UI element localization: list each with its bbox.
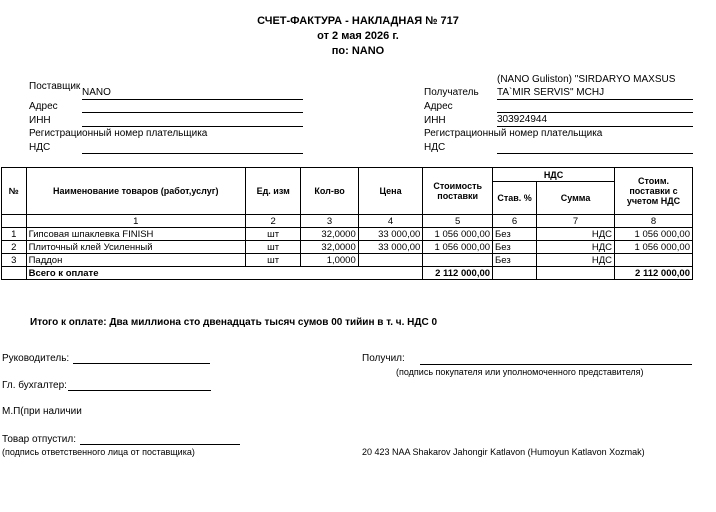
col-number: 8 bbox=[615, 215, 693, 228]
row-rate: Без bbox=[493, 254, 537, 267]
col-number bbox=[2, 215, 27, 228]
col-header-unit: Ед. изм bbox=[245, 168, 300, 215]
head-signature-line bbox=[73, 363, 210, 364]
total-rate-blank bbox=[493, 267, 537, 280]
col-header-cost: Стоимость поставки bbox=[423, 168, 493, 215]
supplier-name-line bbox=[82, 99, 303, 100]
total-with-nds: 2 112 000,00 bbox=[615, 267, 693, 280]
row-sum: НДС bbox=[537, 254, 615, 267]
total-in-words: Итого к оплате: Два миллиона сто двенадцать тысяч сумов 00 тийин в т. ч. НДС 0 bbox=[30, 317, 438, 328]
recipient-name-line2: TA`MIR SERVIS" MCHJ bbox=[497, 87, 605, 98]
released-label: Товар отпустил: bbox=[2, 434, 76, 445]
col-number: 1 bbox=[26, 215, 245, 228]
row-unit: шт bbox=[245, 241, 300, 254]
stamp-label: М.П(при наличии bbox=[2, 406, 82, 417]
recipient-label: Получатель bbox=[424, 87, 479, 98]
col-header-qty: Кол-во bbox=[301, 168, 358, 215]
supplier-address-line bbox=[82, 112, 303, 113]
row-name: Плиточный клей Усиленный bbox=[26, 241, 245, 254]
supplier-name: NANO bbox=[82, 87, 111, 98]
recipient-inn-label: ИНН bbox=[424, 115, 446, 126]
row-price bbox=[358, 254, 423, 267]
recipient-nds-line bbox=[497, 153, 693, 154]
total-row-blank bbox=[2, 267, 27, 280]
col-header-rate: Став. % bbox=[493, 182, 537, 215]
invoice-table bbox=[1, 167, 693, 280]
recipient-address-label: Адрес bbox=[424, 101, 453, 112]
col-number: 5 bbox=[423, 215, 493, 228]
row-cost: 1 056 000,00 bbox=[423, 241, 493, 254]
supplier-reg-label: Регистрационный номер плательщика bbox=[29, 128, 208, 139]
col-header-total: Стоим. поставки с учетом НДС bbox=[615, 168, 693, 215]
recipient-reg-label: Регистрационный номер плательщика bbox=[424, 128, 603, 139]
row-qty: 32,0000 bbox=[301, 241, 358, 254]
total-cost: 2 112 000,00 bbox=[423, 267, 493, 280]
accountant-signature-line bbox=[68, 390, 211, 391]
row-num: 2 bbox=[2, 241, 27, 254]
row-num: 3 bbox=[2, 254, 27, 267]
recipient-inn-line bbox=[497, 126, 693, 127]
row-sum: НДС bbox=[537, 241, 615, 254]
recipient-name-line1: (NANO Guliston) "SIRDARYO MAXSUS bbox=[497, 74, 676, 85]
row-price: 33 000,00 bbox=[358, 228, 423, 241]
col-number: 7 bbox=[537, 215, 615, 228]
row-total: 1 056 000,00 bbox=[615, 228, 693, 241]
total-row bbox=[2, 267, 693, 280]
supplier-address-label: Адрес bbox=[29, 101, 58, 112]
table-row bbox=[2, 241, 693, 254]
supplier-nds-label: НДС bbox=[29, 142, 51, 153]
row-name: Паддон bbox=[26, 254, 245, 267]
row-rate: Без bbox=[493, 241, 537, 254]
recipient-address-line bbox=[497, 112, 693, 113]
row-qty: 32,0000 bbox=[301, 228, 358, 241]
head-label: Руководитель: bbox=[2, 353, 70, 364]
col-header-sum: Сумма bbox=[537, 182, 615, 215]
table-row bbox=[2, 254, 693, 267]
row-cost: 1 056 000,00 bbox=[423, 228, 493, 241]
document-contract: по: NANO bbox=[331, 45, 385, 57]
column-number-row bbox=[2, 215, 693, 228]
released-signature-line bbox=[80, 444, 240, 445]
col-number: 4 bbox=[358, 215, 423, 228]
row-unit: шт bbox=[245, 228, 300, 241]
row-cost bbox=[423, 254, 493, 267]
supplier-nds-line bbox=[82, 153, 303, 154]
col-number: 6 bbox=[493, 215, 537, 228]
received-signature-line bbox=[420, 364, 692, 365]
total-sum-blank bbox=[537, 267, 615, 280]
row-total: 1 056 000,00 bbox=[615, 241, 693, 254]
accountant-label: Гл. бухгалтер: bbox=[2, 380, 67, 391]
document-date: от 2 мая 2026 г. bbox=[317, 30, 399, 42]
recipient-inn: 303924944 bbox=[497, 114, 548, 125]
row-sum: НДС bbox=[537, 228, 615, 241]
supplier-label: Поставщик bbox=[29, 81, 81, 92]
col-header-name: Наименование товаров (работ,услуг) bbox=[26, 168, 245, 215]
recipient-name-line bbox=[497, 99, 693, 100]
released-caption: (подпись ответственного лица от поставщика) bbox=[2, 447, 195, 457]
row-name: Гипсовая шпаклевка FINISH bbox=[26, 228, 245, 241]
col-number: 3 bbox=[301, 215, 358, 228]
col-header-num: № bbox=[2, 168, 27, 215]
row-num: 1 bbox=[2, 228, 27, 241]
document-title: СЧЕТ-ФАКТУРА - НАКЛАДНАЯ № 717 bbox=[257, 15, 459, 27]
supplier-inn-label: ИНН bbox=[29, 115, 51, 126]
row-qty: 1,0000 bbox=[301, 254, 358, 267]
received-label: Получил: bbox=[362, 353, 405, 364]
agent-info: 20 423 NAA Shakarov Jahongir Katlavon (Humoyun Katlavon Xozmak) bbox=[362, 447, 645, 457]
table-row bbox=[2, 228, 693, 241]
col-header-nds: НДС bbox=[493, 168, 615, 182]
recipient-nds-label: НДС bbox=[424, 142, 446, 153]
row-price: 33 000,00 bbox=[358, 241, 423, 254]
row-total bbox=[615, 254, 693, 267]
row-rate: Без bbox=[493, 228, 537, 241]
col-header-price: Цена bbox=[358, 168, 423, 215]
received-caption: (подпись покупателя или уполномоченного представителя) bbox=[396, 367, 644, 377]
total-label: Всего к оплате bbox=[26, 267, 423, 280]
supplier-inn-line bbox=[82, 126, 303, 127]
col-number: 2 bbox=[245, 215, 300, 228]
row-unit: шт bbox=[245, 254, 300, 267]
